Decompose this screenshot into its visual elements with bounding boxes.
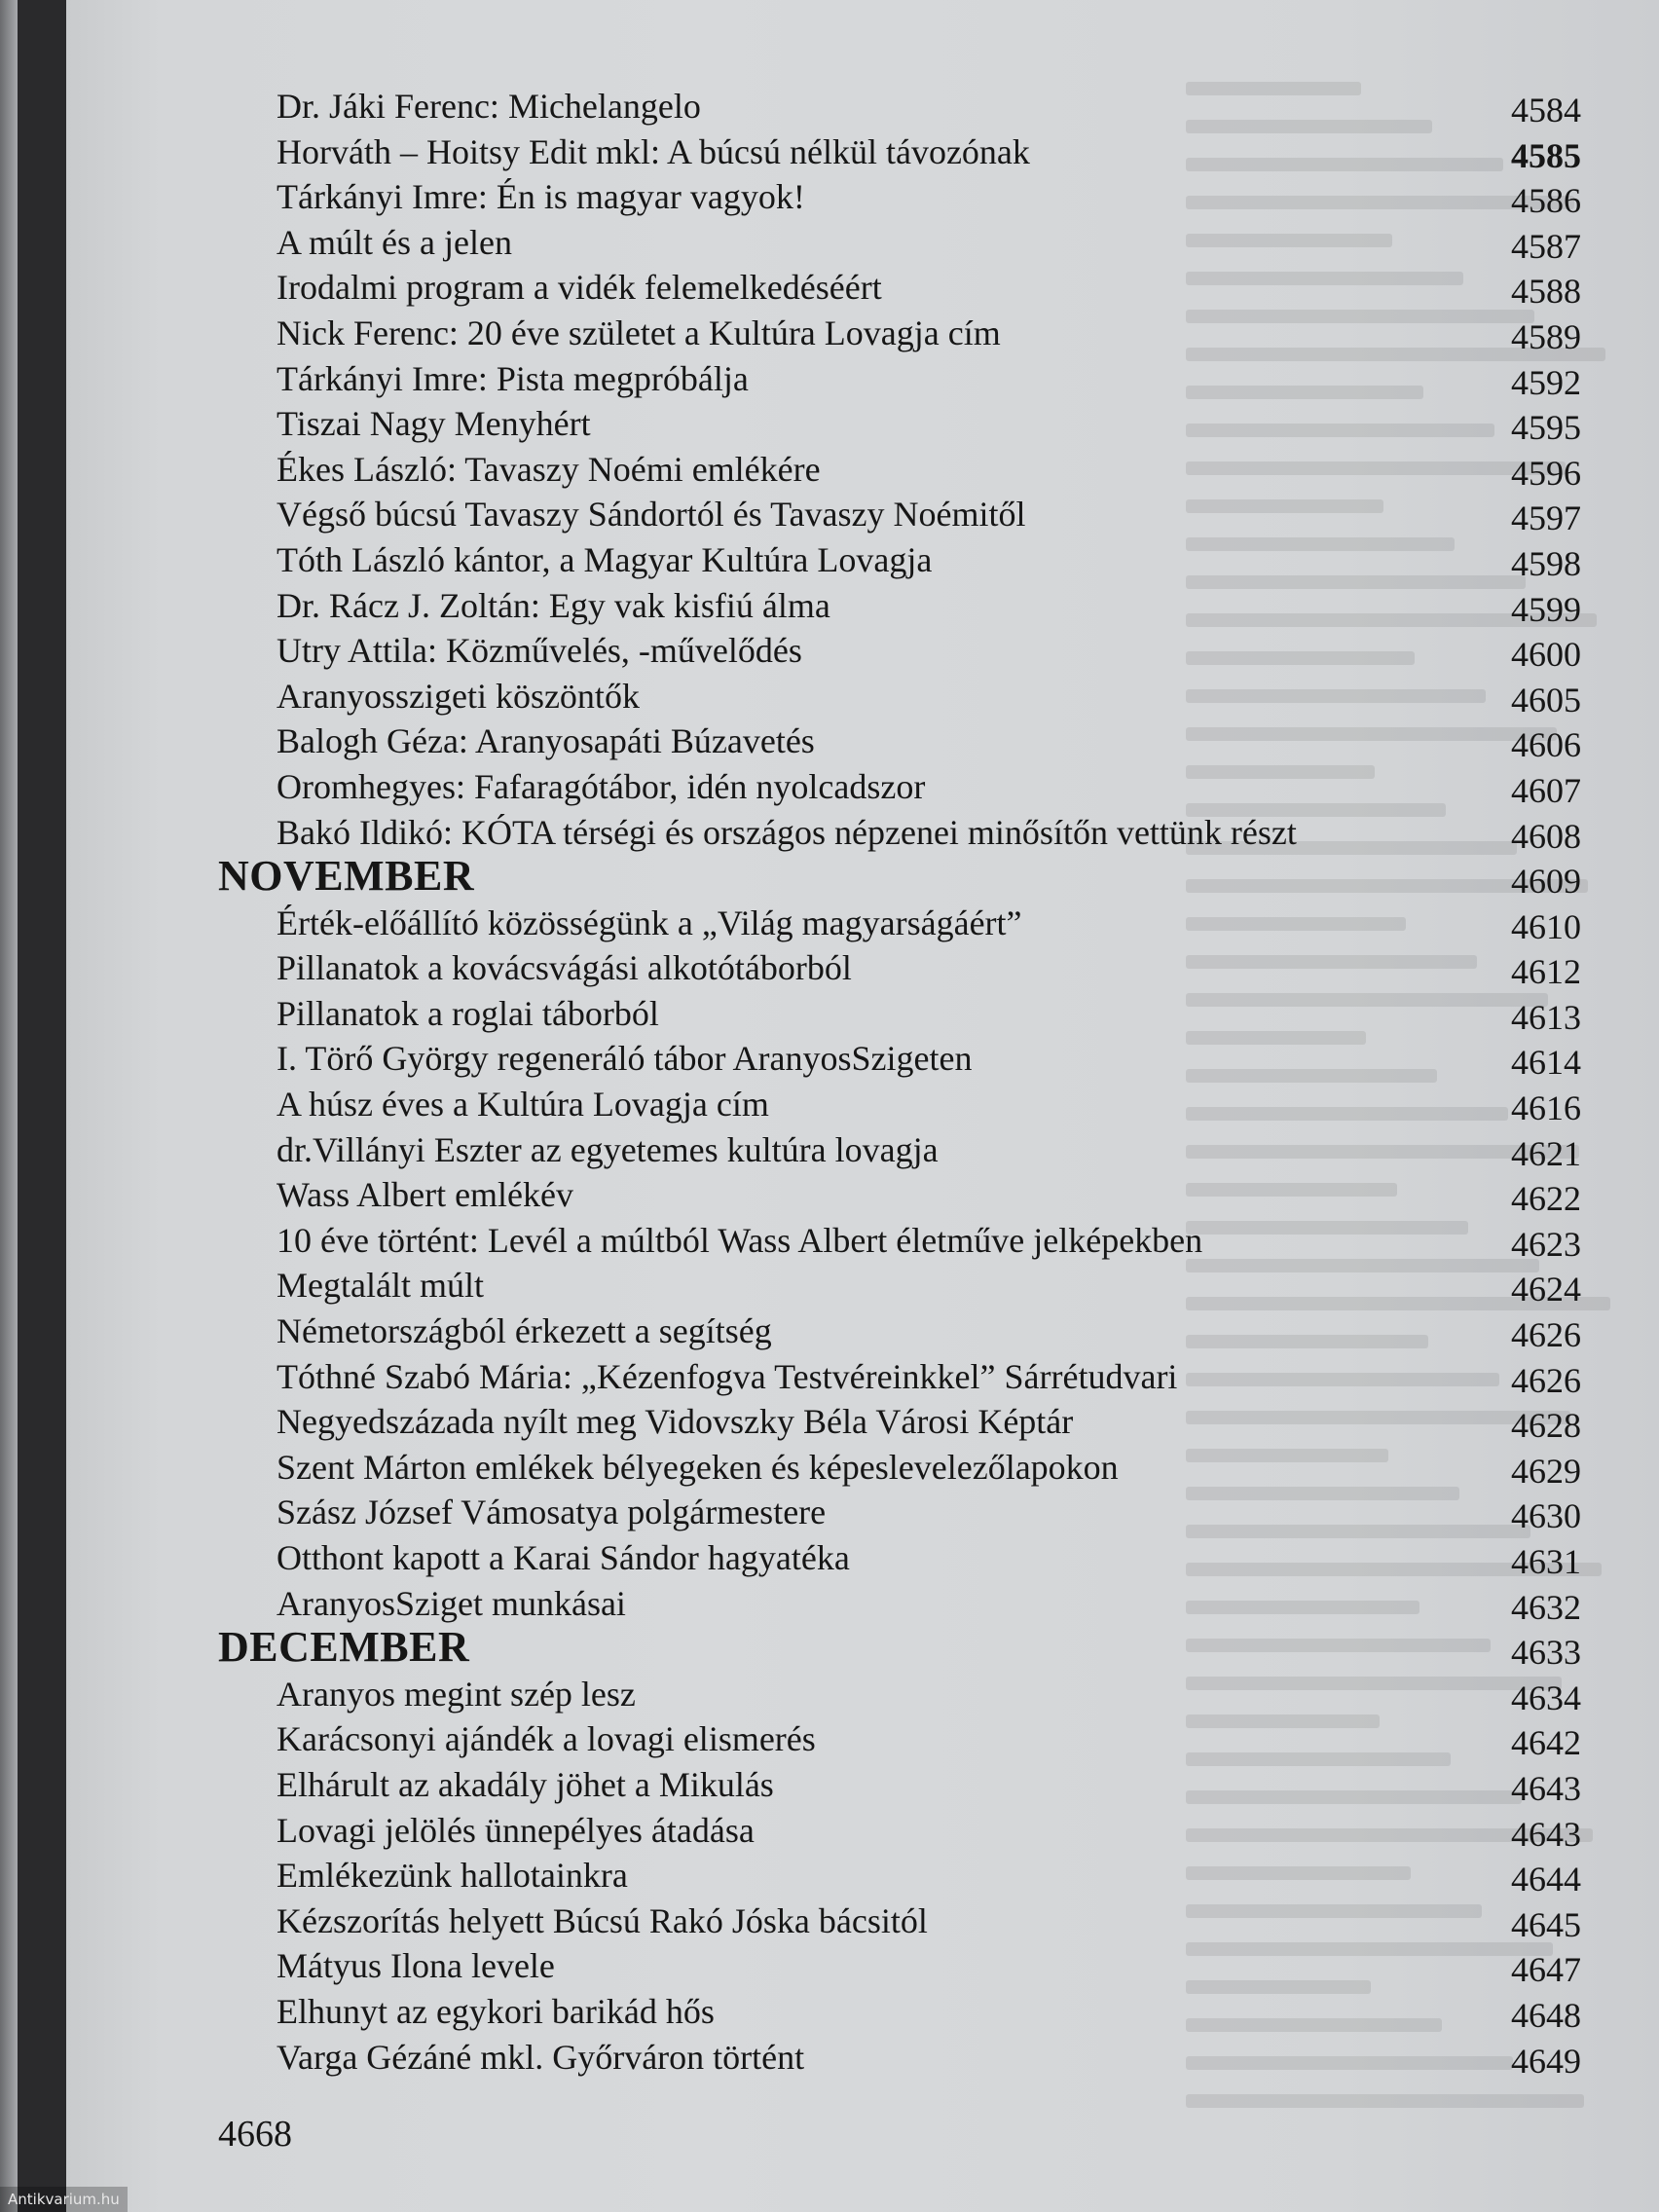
toc-entry-title: Dr. Jáki Ferenc: Michelangelo [276, 87, 701, 126]
toc-entry-page: 4624 [1511, 1270, 1581, 1309]
toc-entry-title: Aranyos megint szép lesz [276, 1674, 636, 1714]
toc-entry [66, 943, 1659, 992]
toc-entry-page: 4613 [1511, 997, 1581, 1037]
toc-entry-title: Karácsonyi ajándék a lovagi elismerés [276, 1719, 816, 1759]
toc-entry-page: 4645 [1511, 1904, 1581, 1944]
toc-entry-page: 4597 [1511, 498, 1581, 538]
toc-entry-title: Lovagi jelölés ünnepélyes átadása [276, 1810, 755, 1850]
toc-entry-title: AranyosSziget munkásai [276, 1583, 626, 1623]
toc-entry-title: Balogh Géza: Aranyosapáti Búzavetés [276, 721, 815, 761]
toc-entry-title: Bakó Ildikó: KÓTA térségi és országos népzenei minősítőn vettünk részt [276, 812, 1297, 852]
toc-entry-title: Pillanatok a roglai táborból [276, 993, 659, 1033]
toc-entry-title: Németországból érkezett a segítség [276, 1311, 772, 1351]
toc-entry-page: 4585 [1511, 135, 1581, 175]
toc-entry [66, 218, 1659, 264]
toc-entry-page: 4631 [1511, 1542, 1581, 1581]
toc-entry [66, 445, 1659, 491]
toc-entry [66, 1941, 1659, 1990]
toc-entry-title: Tóth László kántor, a Magyar Kultúra Lovagja [276, 539, 933, 579]
toc-entry-page: 4630 [1511, 1496, 1581, 1536]
toc-entry [66, 2033, 1659, 2079]
toc-entry-page: 4589 [1511, 316, 1581, 356]
toc-entry-title: Irodalmi program a vidék felemelkedéséért [276, 268, 882, 308]
toc-entry [66, 1806, 1659, 1852]
toc-entry [66, 762, 1659, 808]
book-binding-edge [0, 0, 18, 2212]
toc-entry-page: 4616 [1511, 1088, 1581, 1128]
toc-entry-title: Aranyosszigeti köszöntők [276, 676, 640, 716]
toc-entry-page: 4623 [1511, 1224, 1581, 1264]
toc-entry-page: 4614 [1511, 1043, 1581, 1083]
toc-entry [66, 1443, 1659, 1489]
toc-entry [66, 899, 1659, 944]
toc-entry [66, 1080, 1659, 1128]
page-number: 4668 [218, 2114, 292, 2155]
toc-entry [66, 1170, 1659, 1219]
toc-entry-page: 4648 [1511, 1995, 1581, 2035]
toc-entry-page: 4599 [1511, 589, 1581, 629]
toc-entry [66, 1397, 1659, 1446]
toc-entry-title: Nick Ferenc: 20 éve születet a Kultúra Lovagja cím [276, 313, 1001, 352]
toc-entry-title: Negyedszázada nyílt meg Vidovszky Béla Városi Képtár [276, 1402, 1074, 1442]
toc-entry [66, 1352, 1659, 1398]
toc-entry-title: Mátyus Ilona levele [276, 1946, 555, 1986]
section-heading [66, 852, 1659, 902]
toc-entry-page: 4632 [1511, 1587, 1581, 1627]
toc-entry [66, 1261, 1659, 1307]
toc-entry-page: 4628 [1511, 1406, 1581, 1446]
toc-entry-title: dr.Villányi Eszter az egyetemes kultúra lovagja [276, 1129, 939, 1169]
toc-entry-title: Pillanatok a kovácsvágási alkotótáborból [276, 948, 852, 988]
toc-entry-page: 4612 [1511, 952, 1581, 992]
toc-entry-title: Végső búcsú Tavaszy Sándortól és Tavaszy Noémitől [276, 495, 1026, 535]
toc-entry-title: Érték-előállító közösségünk a „Világ magyarságáért” [276, 903, 1022, 942]
toc-entry-page: 4642 [1511, 1723, 1581, 1763]
toc-entry-title: A múlt és a jelen [276, 222, 512, 262]
toc-entry-title: Oromhegyes: Fafaragótábor, idén nyolcadszor [276, 766, 926, 806]
toc-entry-page: 4644 [1511, 1860, 1581, 1899]
toc-entry-page: 4633 [1511, 1633, 1581, 1673]
toc-entry [66, 1533, 1659, 1579]
toc-entry-page: 4586 [1511, 181, 1581, 221]
toc-entry [66, 1488, 1659, 1536]
toc-entry-page: 4621 [1511, 1133, 1581, 1173]
toc-entry-page: 4598 [1511, 543, 1581, 583]
toc-entry [66, 1670, 1659, 1715]
toc-entry [66, 1987, 1659, 2033]
toc-entry-page: 4629 [1511, 1451, 1581, 1491]
toc-entry [66, 1216, 1659, 1262]
toc-entry-title: Wass Albert emlékév [276, 1175, 574, 1215]
toc-entry [66, 399, 1659, 448]
section-heading [66, 1623, 1659, 1673]
toc-entry [66, 1579, 1659, 1625]
toc-entry-page: 4626 [1511, 1315, 1581, 1355]
toc-entry [66, 672, 1659, 718]
toc-entry [66, 128, 1659, 173]
toc-entry-page: 4587 [1511, 226, 1581, 266]
toc-entry-title: Megtalált múlt [276, 1266, 484, 1306]
toc-entry-page: 4588 [1511, 272, 1581, 312]
toc-entry-page: 4605 [1511, 680, 1581, 719]
toc-entry-title: Utry Attila: Közművelés, -művelődés [276, 631, 802, 671]
toc-entry [66, 1034, 1659, 1083]
toc-entry-title: I. Törő György regeneráló tábor AranyosSzigeten [276, 1039, 973, 1079]
toc-entry-title: 10 éve történt: Levél a múltból Wass Albert életműve jelképekben [276, 1220, 1203, 1260]
toc-entry-title: Tárkányi Imre: Pista megpróbálja [276, 358, 749, 398]
toc-entry-page: 4607 [1511, 770, 1581, 810]
toc-entry-page: 4643 [1511, 1814, 1581, 1854]
toc-entry-title: Szász József Vámosatya polgármestere [276, 1493, 827, 1532]
toc-entry-title: Szent Márton emlékek bélyegeken és képeslevelezőlapokon [276, 1447, 1119, 1487]
toc-entry-page: 4584 [1511, 91, 1581, 129]
toc-entry-title: Kézszorítás helyett Búcsú Rakó Jóska bácsitól [276, 1900, 928, 1940]
toc-entry-page: 4647 [1511, 1950, 1581, 1990]
toc-entry [66, 263, 1659, 312]
toc-entry-page: 4608 [1511, 816, 1581, 856]
toc-entry-title: Elhárult az akadály jöhet a Mikulás [276, 1764, 774, 1804]
toc-entry-title: A húsz éves a Kultúra Lovagja cím [276, 1085, 769, 1124]
toc-entry [66, 309, 1659, 354]
toc-entry [66, 989, 1659, 1035]
toc-entry-page: 4610 [1511, 906, 1581, 946]
toc-entry [66, 535, 1659, 581]
toc-entry [66, 82, 1659, 128]
toc-entry [66, 1897, 1659, 1942]
toc-entry [66, 172, 1659, 221]
toc-entry [66, 1125, 1659, 1171]
table-of-contents [66, 82, 1659, 2081]
toc-entry-page: 4592 [1511, 362, 1581, 402]
toc-entry-page: 4649 [1511, 2041, 1581, 2081]
toc-entry-page: 4626 [1511, 1360, 1581, 1400]
toc-entry-title: Tóthné Szabó Mária: „Kézenfogva Testvéreinkkel” Sárrétudvari [276, 1356, 1178, 1396]
section-heading-title: DECEMBER [218, 1623, 470, 1672]
toc-entry [66, 1714, 1659, 1763]
toc-entry-page: 4600 [1511, 635, 1581, 675]
toc-entry-page: 4609 [1511, 862, 1581, 902]
toc-entry [66, 626, 1659, 675]
watermark: Antikvarium.hu [0, 2187, 128, 2212]
toc-entry-title: Otthont kapott a Karai Sándor hagyatéka [276, 1538, 850, 1577]
toc-entry-page: 4643 [1511, 1768, 1581, 1808]
toc-entry-page: 4606 [1511, 725, 1581, 765]
toc-entry [66, 717, 1659, 765]
toc-entry [66, 1851, 1659, 1897]
toc-entry-title: Tárkányi Imre: Én is magyar vagyok! [276, 177, 805, 217]
toc-entry-title: Ékes László: Tavaszy Noémi emlékére [276, 449, 821, 489]
toc-entry-title: Tiszai Nagy Menyhért [276, 404, 591, 444]
toc-entry-page: 4622 [1511, 1179, 1581, 1219]
toc-entry-title: Dr. Rácz J. Zoltán: Egy vak kisfiú álma [276, 585, 830, 625]
toc-entry [66, 581, 1659, 627]
toc-entry-page: 4634 [1511, 1677, 1581, 1717]
toc-entry [66, 1760, 1659, 1806]
toc-entry-title: Horváth – Hoitsy Edit mkl: A búcsú nélkül távozónak [276, 131, 1030, 171]
toc-entry [66, 808, 1659, 854]
section-heading-title: NOVEMBER [218, 852, 475, 901]
toc-entry [66, 354, 1659, 400]
toc-entry-title: Varga Gézáné mkl. Győrváron történt [276, 2037, 805, 2077]
toc-entry [66, 1307, 1659, 1355]
toc-entry [66, 490, 1659, 538]
bleed-through-line [1186, 2081, 1653, 2113]
toc-entry-title: Elhunyt az egykori barikád hős [276, 1991, 715, 2031]
toc-entry-page: 4595 [1511, 408, 1581, 448]
book-page [66, 0, 1659, 2212]
toc-entry-title: Emlékezünk hallotainkra [276, 1856, 628, 1896]
toc-entry-page: 4596 [1511, 453, 1581, 493]
